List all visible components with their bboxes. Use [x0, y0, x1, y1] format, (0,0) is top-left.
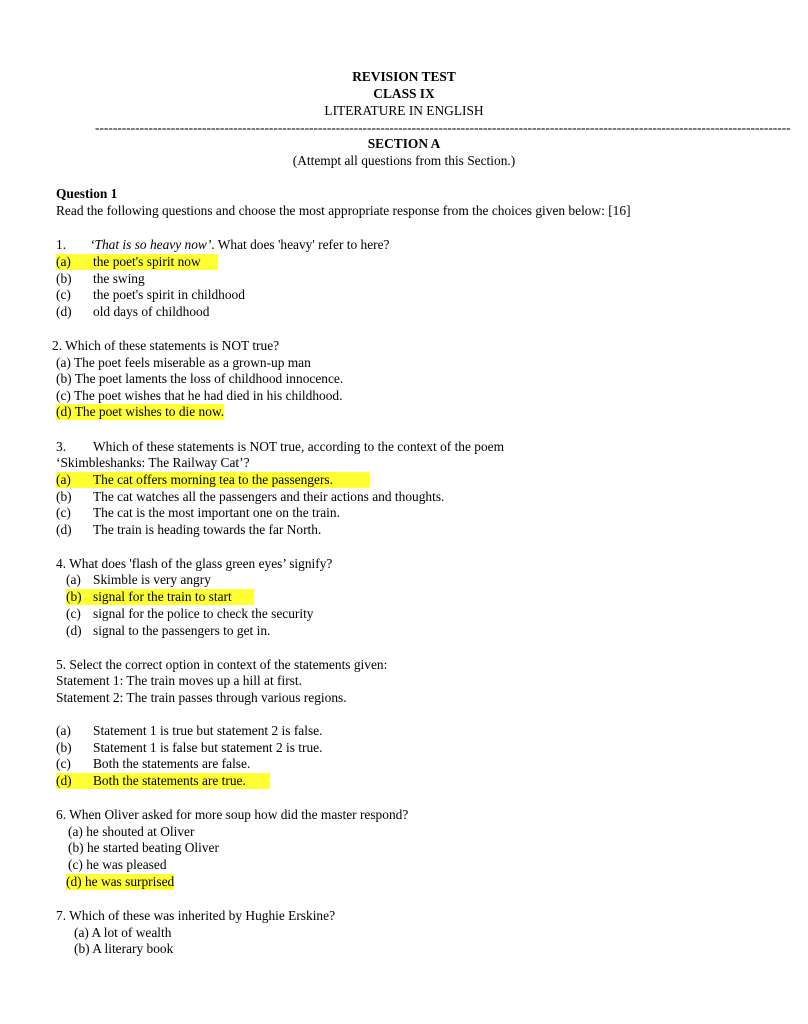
question-instruction: Read the following questions and choose the most appropriate response from the choices given below: [16]: [56, 203, 631, 218]
q4-option-b: (b) signal for the train to start: [66, 589, 254, 605]
q1-option-c: (c) the poet's spirit in childhood: [56, 287, 245, 302]
q5-option-a: (a) Statement 1 is true but statement 2 is false.: [56, 723, 323, 738]
q6-option-c: (c) he was pleased: [68, 857, 167, 872]
q7-stem: 7. Which of these was inherited by Hughie Erskine?: [56, 908, 336, 923]
q3-stem-cont: ‘Skimbleshanks: The Railway Cat’?: [56, 455, 250, 470]
q3-option-d: (d) The train is heading towards the far North.: [56, 522, 322, 537]
q2-stem: 2. Which of these statements is NOT true?: [52, 338, 280, 353]
q7-option-b: (b) A literary book: [74, 941, 174, 956]
q2-option-d: (d) The poet wishes to die now.: [56, 404, 225, 419]
q1-quote: ‘That is so heavy now’: [90, 237, 212, 252]
q1-stem: [56, 237, 390, 253]
q4-stem: 4. What does 'flash of the glass green eyes’ signify?: [56, 556, 333, 571]
q1-option-a: (a) the poet's spirit now: [56, 254, 218, 270]
q2-option-c: (c) The poet wishes that he had died in his childhood.: [56, 388, 343, 403]
q3-option-a: (a) The cat offers morning tea to the passengers.: [56, 472, 370, 488]
q1-number: 1.: [56, 237, 67, 252]
q4-option-d: (d) signal to the passengers to get in.: [66, 623, 271, 638]
q3-option-c: (c) The cat is the most important one on the train.: [56, 505, 340, 520]
q5-option-c: (c) Both the statements are false.: [56, 756, 251, 771]
q5-statement-2: Statement 2: The train passes through various regions.: [56, 690, 347, 705]
q5-stem: 5. Select the correct option in context of the statements given:: [56, 657, 388, 672]
q6-option-d: (d) he was surprised: [66, 874, 175, 889]
q6-option-b: (b) he started beating Oliver: [68, 840, 219, 855]
dashed-divider: ------------------------------------------------------------------------------------------------------------------------------------------------------------: [95, 120, 791, 135]
q5-option-b: (b) Statement 1 is false but statement 2 is true.: [56, 740, 323, 755]
q1-question: . What does 'heavy' refer to here?: [211, 237, 390, 252]
subject-label: LITERATURE IN ENGLISH: [324, 103, 484, 118]
q2-option-a: (a) The poet feels miserable as a grown-up man: [56, 355, 311, 370]
section-title: SECTION A: [367, 136, 441, 151]
class-label: CLASS IX: [373, 86, 435, 101]
q1-option-b: (b) the swing: [56, 271, 145, 286]
q5-option-d: (d) Both the statements are true.: [56, 773, 270, 789]
q3-option-b: (b) The cat watches all the passengers and their actions and thoughts.: [56, 489, 445, 504]
question-title: Question 1: [56, 186, 118, 201]
q1-option-d: (d) old days of childhood: [56, 304, 210, 319]
section-instruction: (Attempt all questions from this Section.): [292, 153, 516, 168]
test-title: REVISION TEST: [352, 69, 456, 84]
q7-option-a: (a) A lot of wealth: [74, 925, 172, 940]
q4-option-c: (c) signal for the police to check the security: [66, 606, 314, 621]
q5-statement-1: Statement 1: The train moves up a hill at first.: [56, 673, 302, 688]
q6-stem: 6. When Oliver asked for more soup how did the master respond?: [56, 807, 409, 822]
q4-option-a: (a) Skimble is very angry: [66, 572, 211, 587]
q3-stem: 3. Which of these statements is NOT true, according to the context of the poem: [56, 439, 505, 454]
q6-option-a: (a) he shouted at Oliver: [68, 824, 195, 839]
q2-option-b: (b) The poet laments the loss of childhood innocence.: [56, 371, 344, 386]
